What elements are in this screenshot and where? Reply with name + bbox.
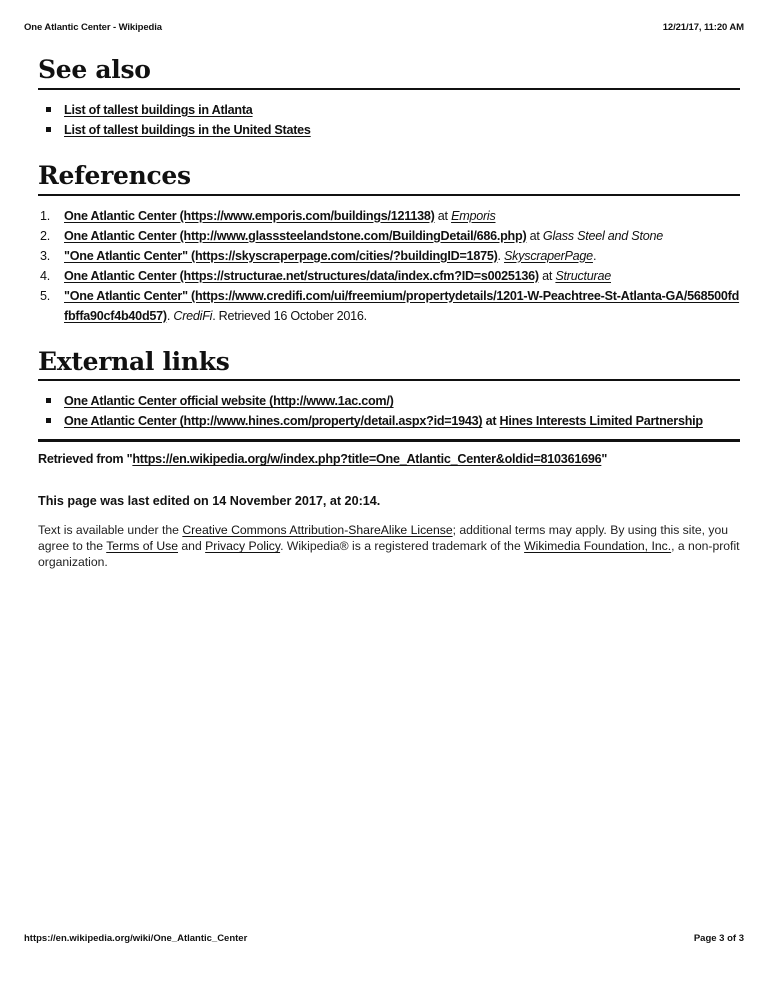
wikimedia-foundation-link[interactable]: Wikimedia Foundation, Inc. bbox=[524, 539, 672, 554]
reference-item bbox=[38, 226, 740, 246]
license-text-1: Text is available under the bbox=[38, 523, 183, 538]
reference-number: 1. bbox=[40, 208, 51, 223]
reference-source-link[interactable]: Structurae bbox=[555, 268, 611, 283]
see-also-list bbox=[38, 100, 740, 140]
external-link-hines[interactable]: One Atlantic Center (http://www.hines.com/property/detail.aspx?id=1943) bbox=[64, 414, 483, 429]
retrieved-suffix: " bbox=[601, 452, 608, 467]
reference-source: CrediFi bbox=[173, 308, 213, 323]
reference-separator: at bbox=[526, 228, 543, 243]
reference-link[interactable]: One Atlantic Center (https://www.emporis.com/buildings/121138) bbox=[64, 208, 435, 223]
reference-number: 3. bbox=[40, 248, 51, 263]
external-links-list bbox=[38, 391, 740, 431]
reference-number: 2. bbox=[40, 228, 51, 243]
reference-link[interactable]: One Atlantic Center (https://structurae.net/structures/data/index.cfm?ID=s0025136) bbox=[64, 268, 539, 283]
external-link-separator: at bbox=[482, 414, 500, 429]
reference-item bbox=[38, 266, 740, 286]
see-also-link-us[interactable]: List of tallest buildings in the United States bbox=[64, 122, 311, 137]
print-header bbox=[24, 22, 744, 36]
external-link-official-website[interactable]: One Atlantic Center official website (http://www.1ac.com/) bbox=[64, 394, 394, 409]
terms-of-use-link[interactable]: Terms of Use bbox=[106, 539, 179, 554]
print-footer bbox=[24, 933, 744, 947]
print-header-title: One Atlantic Center - Wikipedia bbox=[24, 22, 162, 33]
retrieved-prefix: Retrieved from " bbox=[38, 452, 133, 467]
reference-link[interactable]: One Atlantic Center (http://www.glasssteelandstone.com/BuildingDetail/686.php) bbox=[64, 228, 527, 243]
see-also-link-atlanta[interactable]: List of tallest buildings in Atlanta bbox=[64, 102, 253, 117]
reference-source-link[interactable]: Emporis bbox=[451, 208, 496, 223]
external-links-section bbox=[38, 348, 740, 432]
list-item bbox=[38, 391, 740, 411]
reference-tail: . Retrieved 16 October 2016. bbox=[212, 308, 367, 323]
external-link-hines-partnership[interactable]: Hines Interests Limited Partnership bbox=[499, 414, 703, 429]
reference-tail: . bbox=[592, 248, 597, 263]
print-footer-url: https://en.wikipedia.org/wiki/One_Atlantic_Center bbox=[24, 933, 248, 944]
license-text-4: . Wikipedia® is a registered trademark of the bbox=[280, 539, 525, 554]
cc-license-link[interactable]: Creative Commons Attribution-ShareAlike License bbox=[182, 523, 453, 538]
reference-item bbox=[38, 246, 740, 266]
reference-number: 4. bbox=[40, 268, 51, 283]
see-also-heading: See also bbox=[38, 56, 740, 90]
reference-source-link[interactable]: SkyscraperPage bbox=[504, 248, 593, 263]
print-header-datetime: 12/21/17, 11:20 AM bbox=[662, 22, 744, 33]
reference-separator: at bbox=[434, 208, 452, 223]
license-text-3: and bbox=[178, 539, 206, 554]
reference-separator: at bbox=[538, 268, 556, 283]
license-notice bbox=[38, 522, 740, 570]
list-item bbox=[38, 120, 740, 140]
references-list bbox=[38, 206, 740, 326]
retrieved-from bbox=[38, 439, 740, 466]
reference-separator: . bbox=[166, 308, 174, 323]
article-content bbox=[38, 56, 740, 570]
reference-item bbox=[38, 286, 740, 326]
see-also-section bbox=[38, 56, 740, 140]
retrieved-url-link[interactable]: https://en.wikipedia.org/w/index.php?title=One_Atlantic_Center&oldid=810361696 bbox=[132, 452, 602, 467]
reference-link[interactable]: "One Atlantic Center" (https://www.credifi.com/ui/freemium/propertydetails/1201-W-Peachtree-St-Atlanta-GA/568500fdfbffa90cf4b40d57) bbox=[64, 288, 740, 323]
references-section bbox=[38, 162, 740, 326]
reference-separator: . bbox=[497, 248, 505, 263]
reference-number: 5. bbox=[40, 288, 51, 303]
external-links-heading: External links bbox=[38, 348, 740, 382]
last-edited-notice: This page was last edited on 14 November 2017, at 20:14. bbox=[38, 494, 381, 509]
reference-item bbox=[38, 206, 740, 226]
references-heading: References bbox=[38, 162, 740, 196]
list-item bbox=[38, 100, 740, 120]
print-footer-page: Page 3 of 3 bbox=[693, 933, 744, 944]
license-text-2: ; additional terms may apply. By using this site, you agree to the bbox=[38, 523, 729, 554]
privacy-policy-link[interactable]: Privacy Policy bbox=[205, 539, 281, 554]
list-item bbox=[38, 411, 740, 431]
reference-link[interactable]: "One Atlantic Center" (https://skyscraperpage.com/cities/?buildingID=1875) bbox=[64, 248, 498, 263]
reference-source: Glass Steel and Stone bbox=[542, 228, 663, 243]
license-text-5: , a non-profit organization. bbox=[38, 539, 740, 570]
